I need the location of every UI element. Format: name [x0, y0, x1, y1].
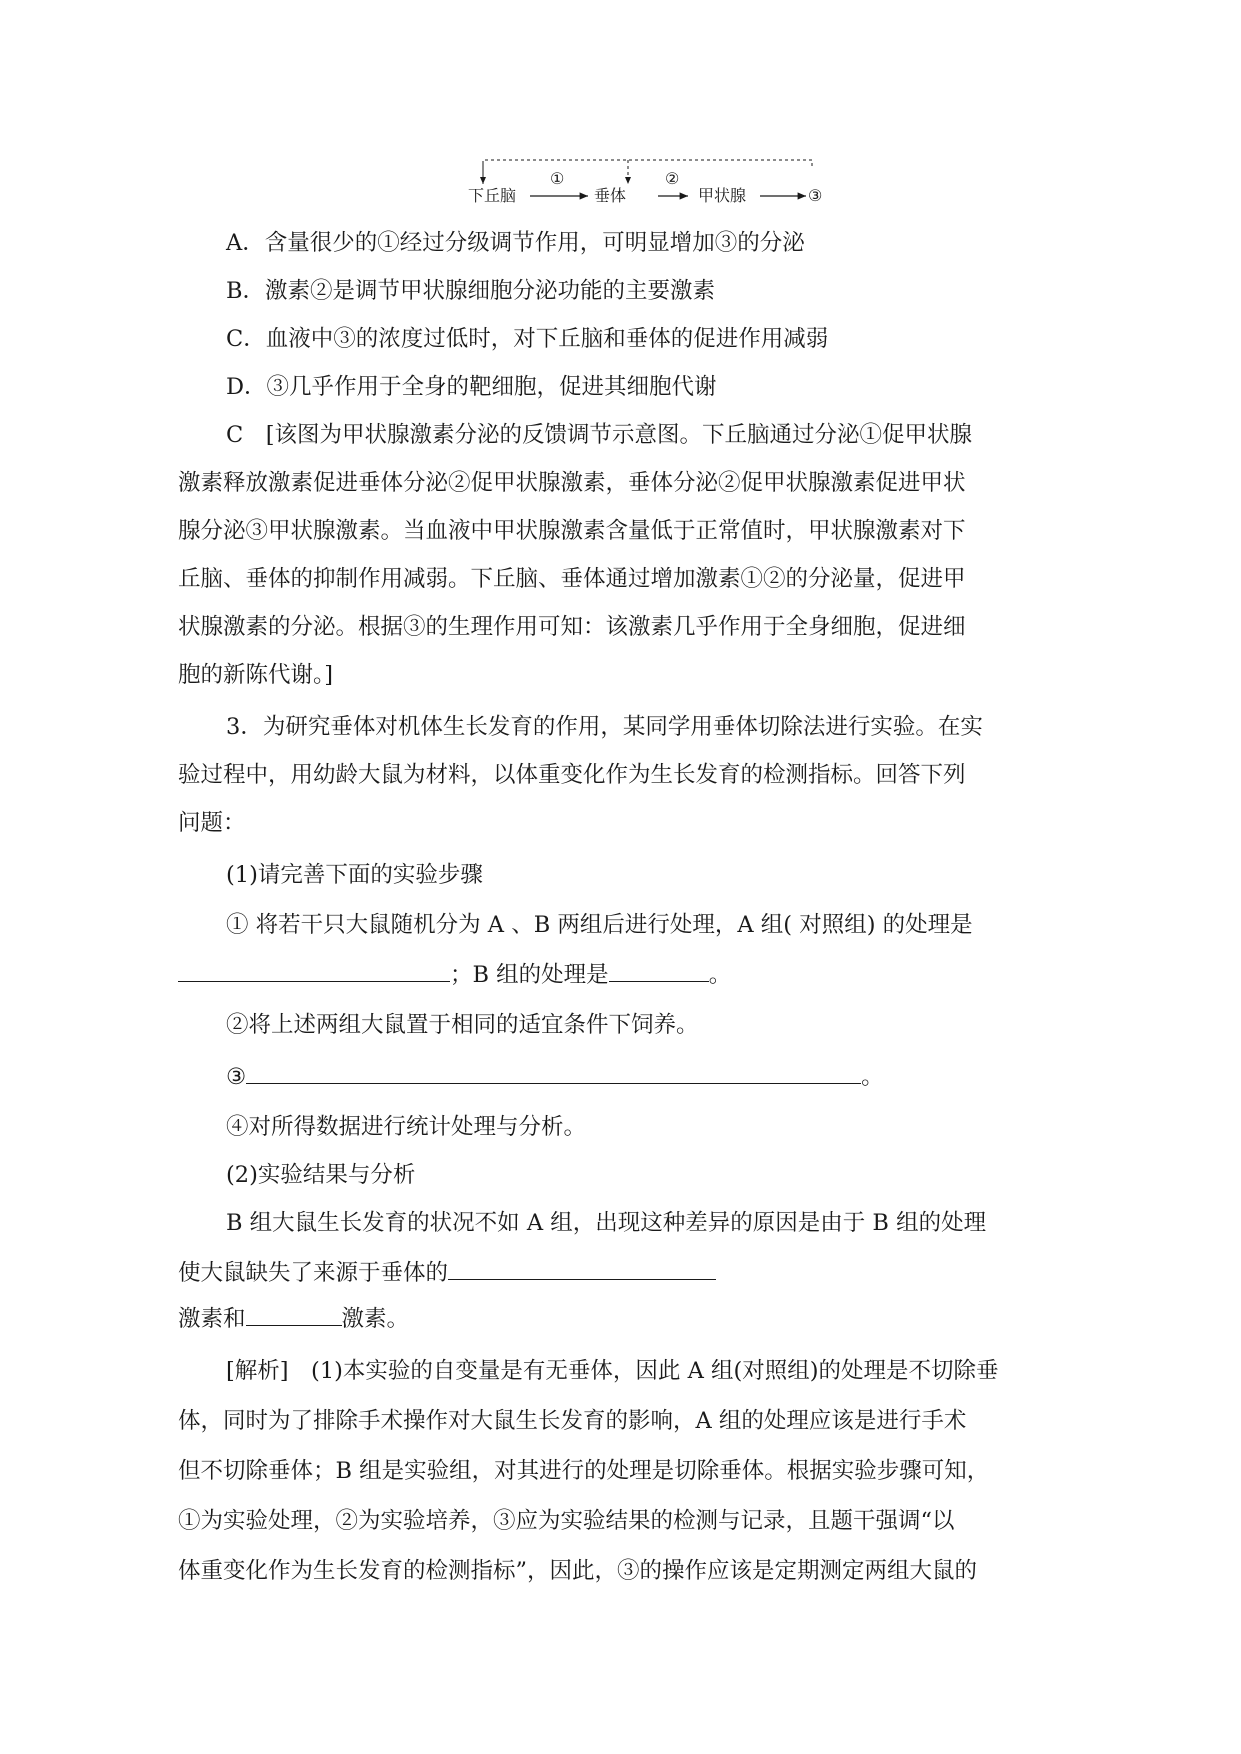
step1: ① 将若干只大鼠随机分为 A 、B 两组后进行处理，A 组( 对照组) 的处理是: [226, 912, 973, 938]
step2: ②将上述两组大鼠置于相同的适宜条件下饲养。: [226, 1012, 699, 1038]
q3-stem-line: 3．为研究垂体对机体生长发育的作用，某同学用垂体切除法进行实验。在实: [226, 714, 983, 740]
blank-step3[interactable]: [246, 1063, 861, 1084]
explanation2-line: 丘脑、垂体的抑制作用减弱。下丘脑、垂体通过增加激素①②的分泌量，促进甲: [178, 566, 966, 592]
option-d: D．③几乎作用于全身的靶细胞，促进其细胞代谢: [226, 374, 717, 400]
result-line-3: [178, 1304, 1068, 1334]
analysis-line: 体重变化作为生长发育的检测指标”，因此，③的操作应该是定期测定两组大鼠的: [178, 1558, 978, 1584]
analysis-line: 但不切除垂体；B 组是实验组，对其进行的处理是切除垂体。根据实验步骤可知，: [178, 1458, 990, 1484]
node-hormone-3: ③: [808, 186, 823, 205]
explanation2-line: 状腺激素的分泌。根据③的生理作用可知：该激素几乎作用于全身细胞，促进细: [178, 614, 966, 640]
arrow-label-2: ②: [665, 169, 680, 188]
blank-b-treatment[interactable]: [609, 961, 709, 982]
node-thyroid: 甲状腺: [698, 186, 747, 205]
part2-title: (2)实验结果与分析: [226, 1162, 416, 1188]
step1-blanks-line: [178, 960, 1068, 990]
node-pituitary: 垂体: [594, 186, 627, 205]
explanation2-line: 激素释放激素促进垂体分泌②促甲状腺激素，垂体分泌②促甲状腺激素促进甲状: [178, 470, 966, 496]
option-c: C．血液中③的浓度过低时，对下丘脑和垂体的促进作用减弱: [226, 326, 829, 352]
blank-hormone-2[interactable]: [246, 1305, 342, 1326]
explanation2-line: 腺分泌③甲状腺激素。当血液中甲状腺激素含量低于正常值时，甲状腺激素对下: [178, 518, 966, 544]
q3-stem-line: 验过程中，用幼龄大鼠为材料，以体重变化作为生长发育的检测指标。回答下列: [178, 762, 966, 788]
feedback-dashed-line: [483, 160, 812, 182]
result2-text: 使大鼠缺失了来源于垂体的: [178, 1260, 449, 1286]
result-line-2: [178, 1258, 1068, 1288]
blank-hormone-1[interactable]: [448, 1259, 716, 1280]
analysis-line: [解析] (1)本实验的自变量是有无垂体，因此 A 组(对照组)的处理是不切除垂: [226, 1358, 999, 1384]
analysis-line: 体，同时为了排除手术操作对大鼠生长发育的影响，A 组的处理应该是进行手术: [178, 1408, 967, 1434]
result-line-1: B 组大鼠生长发育的状况不如 A 组，出现这种差异的原因是由于 B 组的处理: [226, 1210, 987, 1236]
step1b-separator: ；B 组的处理是: [450, 962, 609, 988]
explanation2-line: 胞的新陈代谢。]: [178, 662, 334, 688]
step3-period: 。: [861, 1064, 884, 1090]
step1-period: 。: [708, 962, 732, 988]
step3-prefix: ③: [226, 1064, 247, 1090]
arrow-label-1: ①: [550, 169, 565, 188]
step4: ④对所得数据进行统计处理与分析。: [226, 1114, 587, 1140]
option-b: B．激素②是调节甲状腺细胞分泌功能的主要激素: [226, 278, 716, 304]
analysis-line: ①为实验处理，②为实验培养，③应为实验结果的检测与记录，且题干强调“以: [178, 1508, 955, 1534]
blank-a-treatment[interactable]: [178, 961, 450, 982]
step3-line: [226, 1062, 1116, 1092]
option-a: A．含量很少的①经过分级调节作用，可明显增加③的分泌: [226, 230, 805, 256]
q3-stem-line: 问题：: [178, 810, 246, 836]
part1-title: (1)请完善下面的实验步骤: [226, 862, 483, 888]
node-hypothalamus: 下丘脑: [468, 186, 517, 205]
result3a-text: 激素和: [178, 1306, 246, 1332]
diagram-arrows: [470, 158, 830, 208]
feedback-diagram: [470, 158, 830, 208]
result3b-text: 激素。: [341, 1306, 410, 1332]
explanation2-line: C [该图为甲状腺激素分泌的反馈调节示意图。下丘脑通过分泌①促甲状腺: [226, 422, 972, 448]
